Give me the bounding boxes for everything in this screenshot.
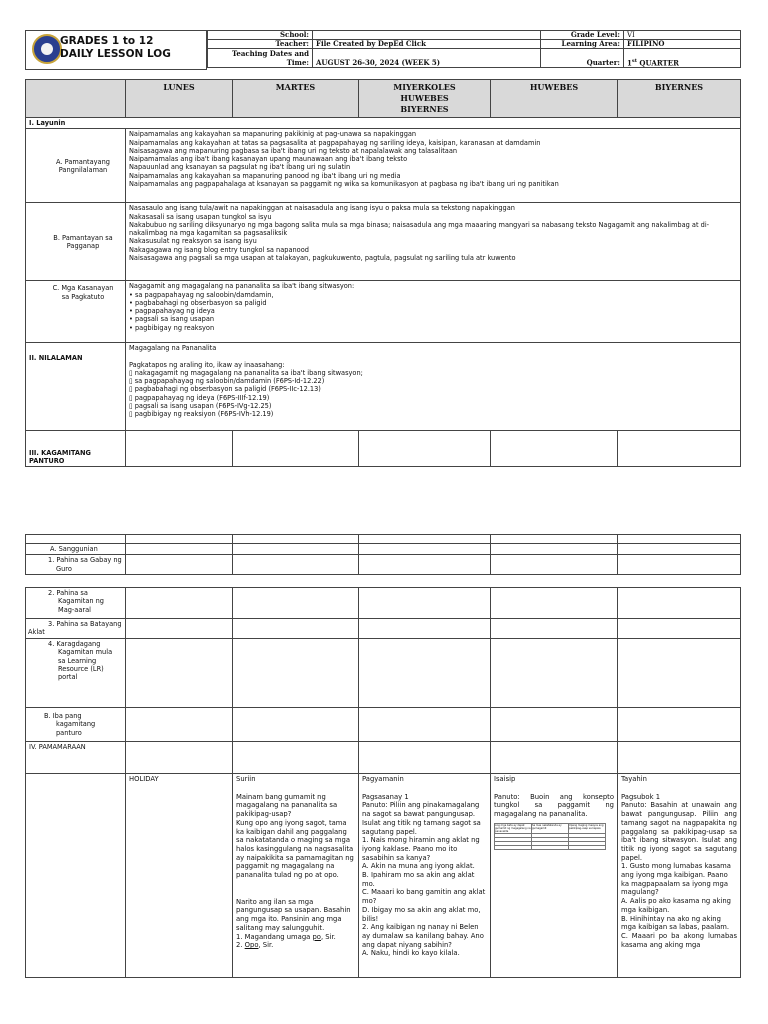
grade-level-label: Grade Level: — [541, 31, 624, 40]
nilalaman-content: Magagalang na Pananalita Pagkatapos ng araling ito, ikaw ay inaasahang: ▯ nakagagamit ng magagalang na pananalita sa iba't ibang sitwasyon; ▯ sa pagpapahayag ng saloobin/damdamin (F6PS-Id-12.22) ▯ pagbabahagi ng obserbasyon sa paligid (F6PS-IIc-12.13) ▯ pagpapahayag ng ideya (F6PS-IIIf-12.19) ▯ pagsali sa isang usapan (F6PS-IVg-12.25) ▯ pagbibigay ng reaksiyon (F6PS-IVh-12.19) — [126, 343, 741, 431]
kagamitan-cell-lunes — [126, 431, 233, 467]
learning-area-value: FILIPINO — [624, 40, 741, 49]
section-pamamaraan: IV. PAMAMARAAN — [26, 742, 126, 774]
suriin-heading: Suriin — [236, 775, 256, 783]
section-layunin: I. Layunin — [26, 118, 741, 129]
quarter-value: 1st QUARTER — [624, 49, 741, 68]
learning-area-label: Learning Area: — [541, 40, 624, 49]
lesson-log-header — [25, 30, 740, 70]
sanggunian-label: A. Sanggunian — [26, 544, 126, 555]
sanggunian-table — [25, 534, 741, 575]
lr-portal-label: 4. Karagdagang Kagamitan mula sa Learning Resource (LR) portal — [26, 639, 126, 708]
pamamaraan-huwebes: Isaisip Panuto: Buoin ang konsepto tungkol sa paggamit ng magagalang na pananalita. Ang mga bata ay dapat gumamit ng magagalang na pananalita Sa mas nakatatanda ay gumagamit Upang maging maayos ang pakikipag-usap sa kapwa — [491, 774, 618, 978]
pamantayang-pangnilalaman-content: Naipamamalas ang kakayahan sa mapanuring pakikinig at pag-unawa sa napakinggan Naipamamalas ang kakayahan at tatas sa pagsasalita at pagpapahayag ng sariling ideya, kaisipan, karanasan at damdamin Naisasagawa ang mapanuring pagbasa sa iba't ibang uri ng teksto at napalalawak ang talasalitaan Naipamamalas ang iba't ibang kasanayan upang maunawaan ang iba't ibang teksto Napauunlad ang ksanayan sa pagsulat ng iba't ibang uri ng sulatin Naipamamalas ang kakayahan sa mapanuring panood ng iba't ibang uri ng media Naipamamalas ang pagpapahalaga at ksanayan sa paggamit ng wika sa komunikasyon at pagbasa ng iba't ibang uri ng panitikan — [126, 129, 741, 203]
pamamaraan-table — [25, 587, 741, 978]
day-header-lunes: LUNES — [126, 80, 233, 118]
mga-kasanayan-content: Nagagamit ang magagalang na pananalita sa iba't ibang sitwasyon: • sa pagpapahayag ng saloobin/damdamin, • pagbabahagi ng obserbasyon sa paligid • pagpapahayag ng ideya • pagsali sa isang usapan • pagbibigay ng reaksyon — [126, 281, 741, 343]
kagamitan-ng-mag-aaral-label: 2. Pahina sa Kagamitan ng Mag-aaral — [26, 588, 126, 619]
tayahin-heading: Tayahin — [621, 775, 647, 783]
pamamaraan-martes: Suriin Mainam bang gumamit ng magagalang na pananalita sa pakikipag-usap? Kung opo ang iyong sagot, tama ka kaibigan dahil ang paggalang sa nakatatanda o maging sa mga halos kasinggulang na nagsasalita ay naipakikita sa pamamagitan ng paggamit ng magagalang na pananalita tulad ng po at opo. Narito ang ilan sa mga pangungusap sa usapan. Basahin ang mga ito. Pansinin ang mga salitang may salungguhit. 1. Magandang umaga po, Sir. 2. Opo, Sir. — [233, 774, 359, 978]
teacher-value: File Created by DepEd Click — [313, 40, 541, 49]
teacher-label: Teacher: — [208, 40, 313, 49]
pamantayang-pangnilalaman-label: A. Pamantayang Pangnilalaman — [26, 129, 126, 203]
section-nilalaman: II. NILALAMAN — [26, 343, 126, 431]
day-header-martes: MARTES — [233, 80, 359, 118]
batayang-aklat-label: 3. Pahina sa Batayang Aklat — [26, 619, 126, 639]
teaching-dates-value: AUGUST 26-30, 2024 (WEEK 5) — [313, 49, 541, 68]
holiday-label: HOLIDAY — [129, 775, 159, 783]
school-value — [313, 31, 541, 40]
teaching-dates-label: Teaching Dates and Time: — [208, 49, 313, 68]
kagamitan-cell-biyernes — [618, 431, 741, 467]
pagyamanin-heading: Pagyamanin — [362, 775, 404, 783]
isaisip-heading: Isaisip — [494, 775, 516, 783]
pamamaraan-miyerkoles: Pagyamanin Pagsasanay 1 Panuto: Piliin ang pinakamagalang na sagot sa bawat pangungusap. Isulat ang titik ng tamang sagot sa sagutang papel. 1. Nais mong hiramin ang aklat ng iyong kaklase. Paano mo ito sasabihin sa kanya? A. Akin na muna ang iyong aklat. B. Ipahiram mo sa akin ang aklat mo. C. Maaari ko bang gamitin ang aklat mo? D. Ibigay mo sa akin ang aklat mo, bilis! 2. Ang kaibigan ng nanay ni Belen ay dumalaw sa kanilang bahay. Ano ang dapat niyang sabihin? A. Naku, hindi ko kayo kilala. — [359, 774, 491, 978]
quarter-label: Quarter: — [541, 49, 624, 68]
corner-cell — [26, 80, 126, 118]
deped-seal-icon — [32, 34, 62, 64]
pamamaraan-blank-label — [26, 774, 126, 978]
pamamaraan-lunes — [126, 774, 233, 978]
pamantayan-sa-pagganap-content: Nasasaulo ang isang tula/awit na napakinggan at naisasadula ang isang isyu o paksa mula sa tekstong napakinggan Nakasasali sa isang usapan tungkol sa isyu Nakabubuo ng sariling diksyunaryo ng mga bagong salita mula sa mga binasa; naisasadula ang mga maaaring mangyari sa nabasang teksto Nagagamit ang nakalimbag at di-nakalimbag na mga kagamitan sa pagsasaliksik Nakasusulat ng reaksyon sa isang isyu Nakagagawa ng isang blog entry tungkol sa napanood Naisasagawa ang pagsali sa mga usapan at talakayan, pagkukuwento, pagtula, pagsulat ng sariling tula atr kuwento — [126, 203, 741, 281]
pamantayan-sa-pagganap-label: B. Pamantayan sa Pagganap — [26, 203, 126, 281]
pamamaraan-biyernes: Tayahin Pagsubok 1 Panuto: Basahin at unawain ang bawat pangungusap. Piliin ang tamang sagot na nagpapakita ng paggalang sa pakikipag-usap sa iba't ibang sitwasyon. Isulat ang titik ng iyong sagot sa sagutang papel. 1. Gusto mong lumabas kasama ang iyong mga kaibigan. Paano ka magpapaalam sa iyong mga magulang? A. Aalis po ako kasama ng aking mga kaibigan. B. Hinihintay na ako ng aking mga kaibigan sa labas, paalam. C. Maaari po ba akong lumabas kasama ang aking mga — [618, 774, 741, 978]
lesson-log-table — [25, 79, 741, 467]
kagamitan-cell-miyerkoles — [359, 431, 491, 467]
iba-pang-kagamitan-label: B. Iba pang kagamitang panturo — [26, 708, 126, 742]
blank-cell — [26, 535, 126, 544]
header-info-table — [207, 30, 741, 68]
mga-kasanayan-label: C. Mga Kasanayan sa Pagkatuto — [26, 281, 126, 343]
kagamitan-cell-martes — [233, 431, 359, 467]
section-kagamitang-panturo: III. KAGAMITANG PANTURO — [26, 431, 126, 467]
title-block — [25, 30, 207, 70]
grade-level-value: VI — [624, 31, 741, 40]
log-title: GRADES 1 to 12 DAILY LESSON LOG — [60, 35, 171, 60]
gabay-ng-guro-label: 1. Pahina sa Gabay ng Guro — [26, 555, 126, 575]
concept-mini-table: Ang mga bata ay dapat gumamit ng magagalang na pananalita Sa mas nakatatanda ay gumagamit Upang maging maayos ang pakikipag-usap sa kapwa — [494, 823, 606, 850]
day-header-biyernes: BIYERNES — [618, 80, 741, 118]
day-header-miyerkoles: MIYERKOLES HUWEBES BIYERNES — [359, 80, 491, 118]
school-label: School: — [208, 31, 313, 40]
day-header-huwebes: HUWEBES — [491, 80, 618, 118]
kagamitan-cell-huwebes — [491, 431, 618, 467]
